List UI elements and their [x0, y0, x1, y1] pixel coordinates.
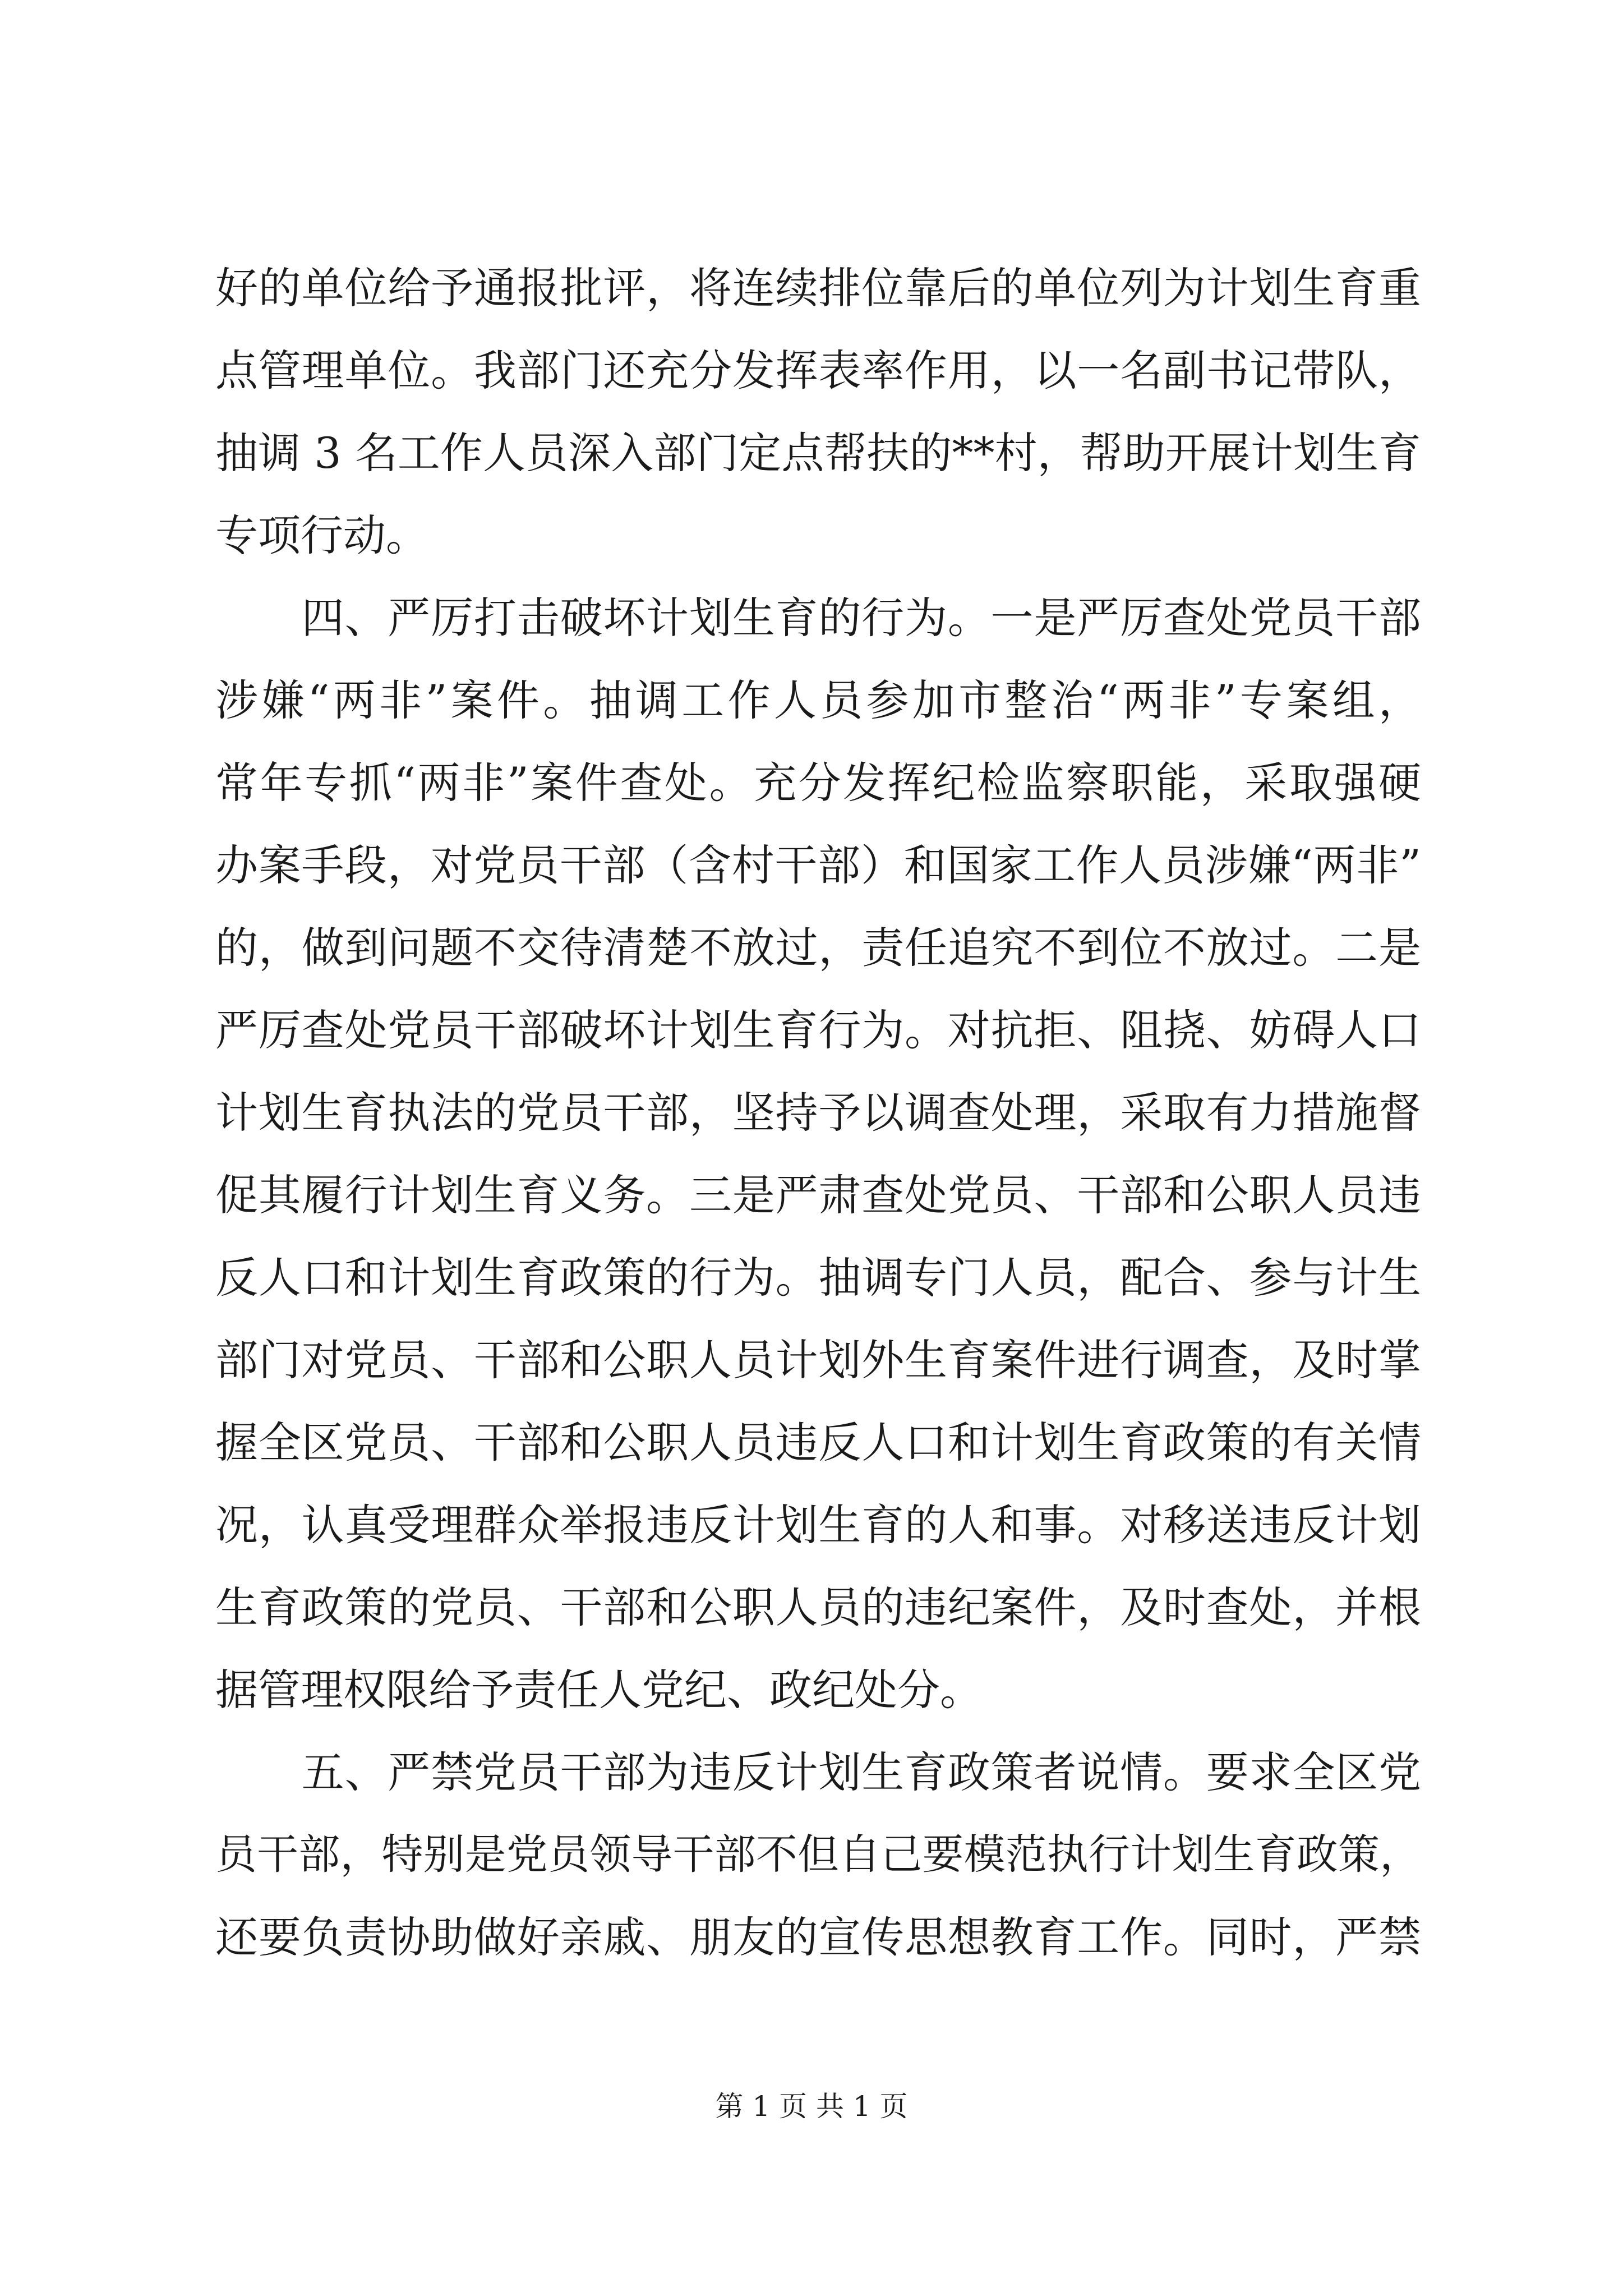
text-line: 五、严禁党员干部为违反计划生育政策者说情。要求全区党 [215, 1747, 1421, 1797]
body-text [215, 247, 1421, 1978]
text-line: 点管理单位。我部门还充分发挥表率作用，以一名副书记带队， [215, 346, 1421, 395]
text-line: 常年专抓“两非”案件查处。充分发挥纪检监察职能，采取强硬 [215, 758, 1421, 808]
text-line: 专项行动。 [215, 510, 428, 560]
text-line: 反人口和计划生育政策的行为。抽调专门人员，配合、参与计生 [215, 1253, 1421, 1303]
page-footer [0, 2087, 1623, 2126]
text-line: 据管理权限给予责任人党纪、政纪处分。 [215, 1665, 983, 1715]
text-line: 况，认真受理群众举报违反计划生育的人和事。对移送违反计划 [215, 1500, 1421, 1550]
text-line: 的，做到问题不交待清楚不放过，责任追究不到位不放过。二是 [215, 923, 1421, 973]
text-line: 员干部，特别是党员领导干部不但自己要模范执行计划生育政策， [215, 1831, 1421, 1879]
text-line: 握全区党员、干部和公职人员违反人口和计划生育政策的有关情 [215, 1418, 1421, 1467]
text-line: 四、严厉打击破坏计划生育的行为。一是严厉查处党员干部 [215, 593, 1421, 643]
text-line: 促其履行计划生育义务。三是严肃查处党员、干部和公职人员违 [215, 1170, 1421, 1220]
page-number: 第 1 页 共 1 页 [715, 2090, 908, 2123]
text-line: 涉嫌“两非”案件。抽调工作人员参加市整治“两非”专案组， [215, 675, 1421, 725]
text-line: 抽调 3 名工作人员深入部门定点帮扶的**村，帮助开展计划生育 [215, 428, 1421, 478]
text-line: 部门对党员、干部和公职人员计划外生育案件进行调查，及时掌 [215, 1335, 1421, 1385]
text-line: 好的单位给予通报批评，将连续排位靠后的单位列为计划生育重 [215, 263, 1421, 313]
text-line: 生育政策的党员、干部和公职人员的违纪案件，及时查处，并根 [215, 1582, 1421, 1632]
text-line: 还要负责协助做好亲戚、朋友的宣传思想教育工作。同时，严禁 [215, 1912, 1421, 1962]
text-line: 严厉查处党员干部破坏计划生育行为。对抗拒、阻挠、妨碍人口 [215, 1005, 1421, 1055]
text-line: 计划生育执法的党员干部，坚持予以调查处理，采取有力措施督 [215, 1088, 1421, 1138]
text-line: 办案手段，对党员干部（含村干部）和国家工作人员涉嫌“两非” [215, 840, 1421, 890]
